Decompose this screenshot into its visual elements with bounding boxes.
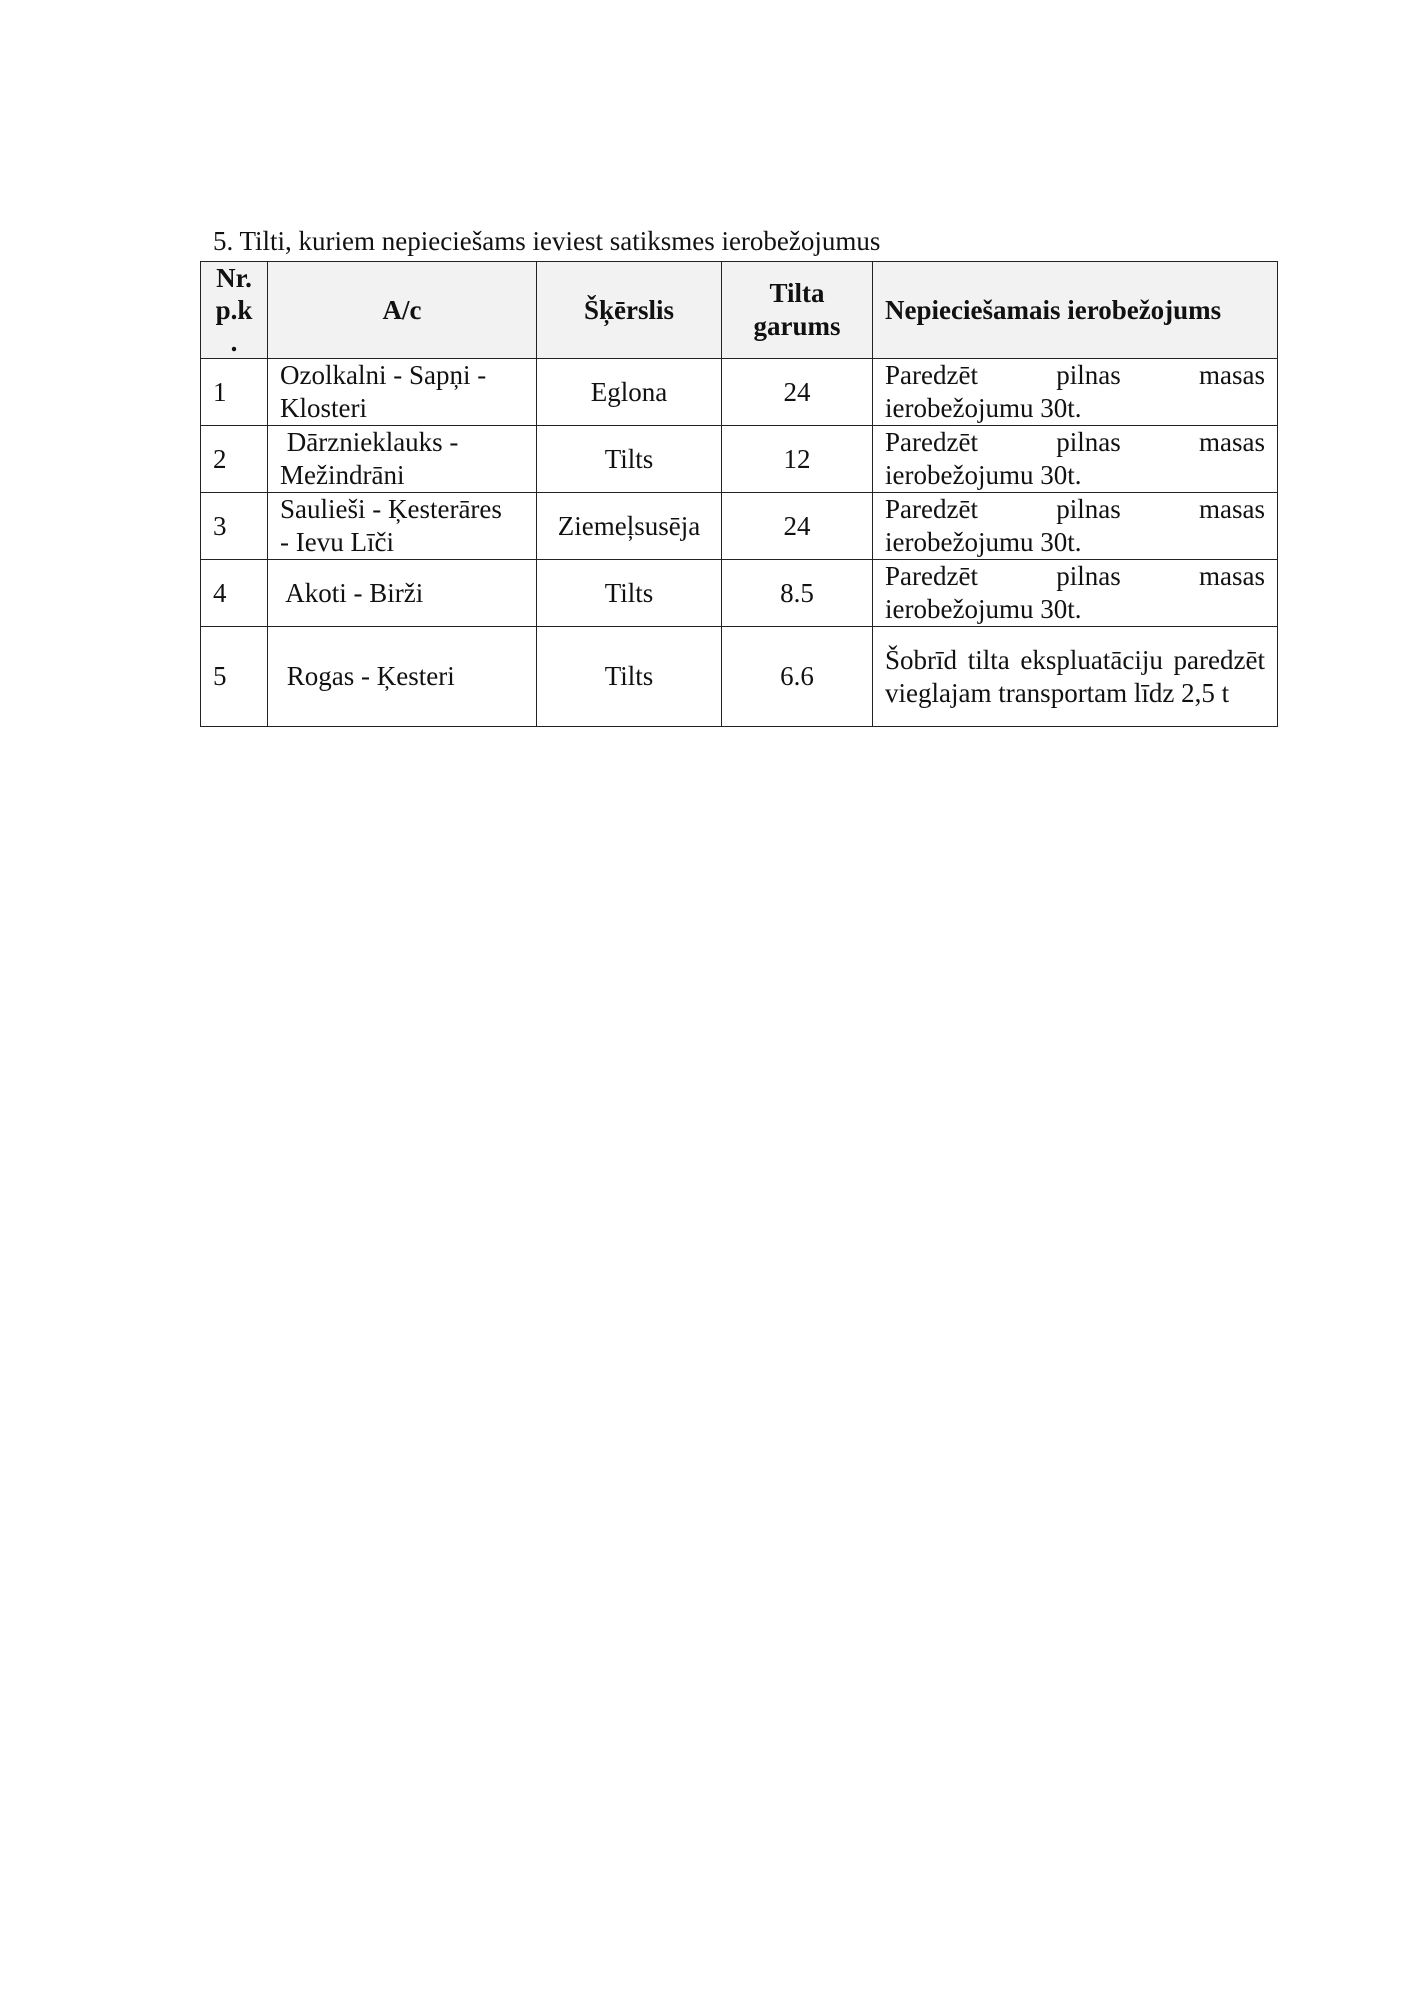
cell-length: 12	[722, 426, 873, 493]
header-length	[722, 262, 873, 359]
cell-road	[268, 493, 537, 560]
cell-road-line1: Rogas - Ķesteri	[280, 661, 455, 691]
table-header-row	[201, 262, 1278, 359]
cell-nr: 5	[201, 627, 268, 727]
cell-length: 24	[722, 359, 873, 426]
header-nr-line2: p.k	[215, 295, 253, 325]
cell-restriction: Šobrīd tilta ekspluatāciju paredzēt vieglajam transportam līdz 2,5 t	[873, 627, 1278, 727]
cell-restriction: Paredzēt pilnas masas ierobežojumu 30t.	[873, 560, 1278, 627]
cell-restriction: Paredzēt pilnas masas ierobežojumu 30t.	[873, 426, 1278, 493]
cell-length: 6.6	[722, 627, 873, 727]
header-nr-line1: Nr.	[216, 263, 252, 293]
cell-length: 24	[722, 493, 873, 560]
header-restriction: Nepieciešamais ierobežojums	[873, 262, 1278, 359]
bridges-table	[200, 261, 1278, 727]
cell-obstacle: Tilts	[537, 426, 722, 493]
cell-road-line1: Akoti - Birži	[280, 577, 424, 608]
table-row	[201, 560, 1278, 627]
table-row	[201, 426, 1278, 493]
cell-restriction: Paredzēt pilnas masas ierobežojumu 30t.	[873, 359, 1278, 426]
cell-road-line2: Klosteri	[280, 393, 367, 423]
cell-nr: 4	[201, 560, 268, 627]
cell-obstacle: Tilts	[537, 560, 722, 627]
cell-nr: 1	[201, 359, 268, 426]
cell-road	[268, 426, 537, 493]
cell-obstacle: Tilts	[537, 627, 722, 727]
table-row	[201, 359, 1278, 426]
table-row	[201, 627, 1278, 727]
cell-road-line1: Ozolkalni - Sapņi -	[280, 360, 487, 390]
cell-road-line2: - Ievu Līči	[280, 527, 394, 557]
header-nr-line3: .	[230, 327, 238, 357]
table-caption: 5. Tilti, kuriem nepieciešams ieviest satiksmes ierobežojumus	[213, 226, 881, 256]
header-length-line2: garums	[753, 311, 841, 341]
cell-nr: 2	[201, 426, 268, 493]
cell-road-line1: Saulieši - Ķesterāres	[280, 494, 502, 524]
cell-road-line1: Dārznieklauks -	[280, 427, 459, 457]
cell-road	[268, 359, 537, 426]
header-road: A/c	[268, 262, 537, 359]
cell-length: 8.5	[722, 560, 873, 627]
table-row	[201, 493, 1278, 560]
cell-restriction: Paredzēt pilnas masas ierobežojumu 30t.	[873, 493, 1278, 560]
cell-road-line2: Mežindrāni	[280, 460, 405, 490]
cell-obstacle: Ziemeļsusēja	[537, 493, 722, 560]
cell-obstacle: Eglona	[537, 359, 722, 426]
cell-road	[268, 560, 537, 627]
header-length-line1: Tilta	[769, 278, 825, 308]
header-nr	[201, 262, 268, 359]
cell-nr: 3	[201, 493, 268, 560]
cell-road	[268, 627, 537, 727]
header-obstacle: Šķērslis	[537, 262, 722, 359]
